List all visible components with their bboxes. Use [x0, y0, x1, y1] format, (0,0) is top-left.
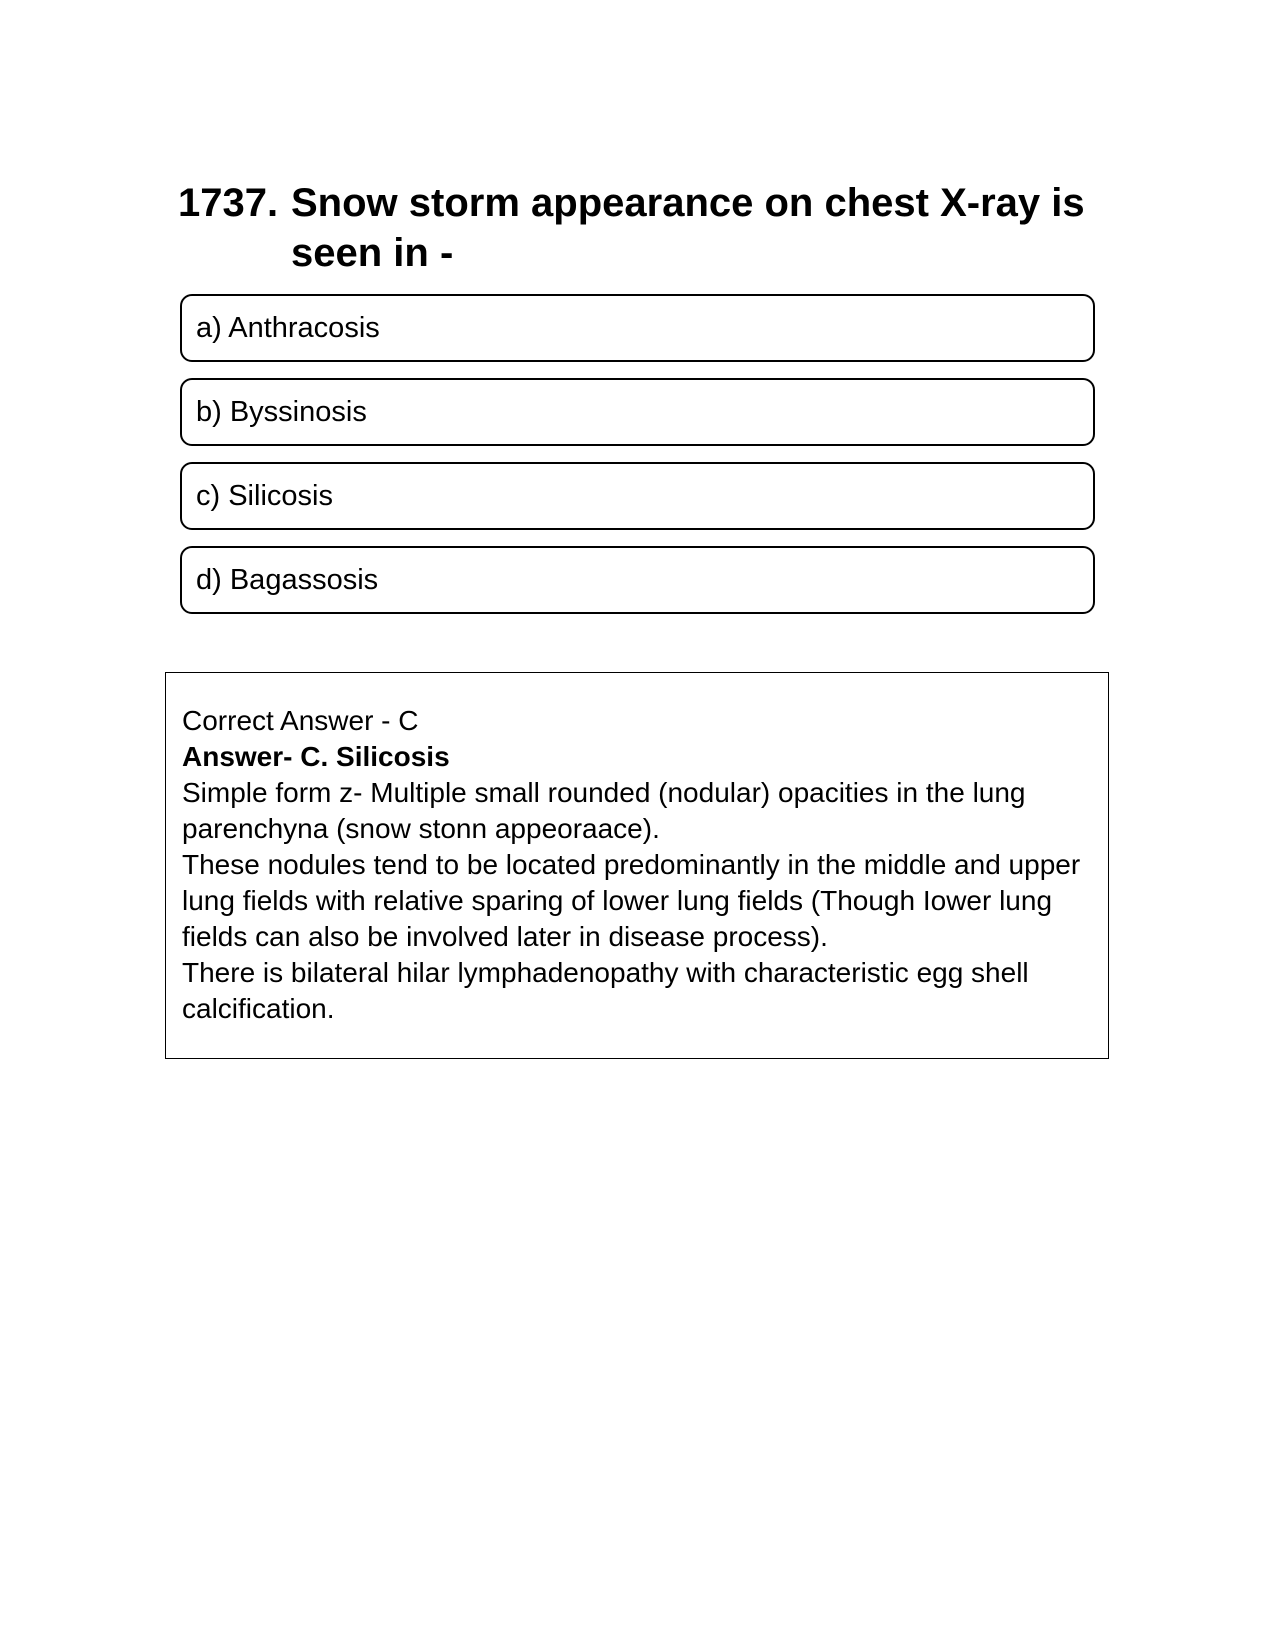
option-c[interactable]	[180, 462, 1095, 530]
explanation-paragraph-2: These nodules tend to be located predominantly in the middle and upper lung fields with relative sparing of lower lung fields (Though Iower lung fields can also be involved later in disease process).	[182, 849, 1081, 952]
option-c-label: c) Silicosis	[196, 479, 333, 512]
option-b-label: b) Byssinosis	[196, 395, 367, 428]
answer-explanation-box	[165, 672, 1109, 1059]
option-a-label: a) Anthracosis	[196, 311, 380, 344]
correct-answer-line: Correct Answer - C	[182, 705, 419, 736]
question-number: 1737.	[178, 181, 279, 225]
answer-heading: Answer- C. Silicosis	[182, 741, 450, 772]
question-heading	[178, 178, 1098, 278]
explanation-paragraph-3: There is bilateral hilar lymphadenopathy with characteristic egg shell calcification.	[182, 957, 1029, 1024]
option-d[interactable]	[180, 546, 1095, 614]
option-b[interactable]	[180, 378, 1095, 446]
question-text: Snow storm appearance on chest X-ray is seen in -	[291, 181, 1085, 275]
option-d-label: d) Bagassosis	[196, 563, 379, 596]
options-list	[180, 294, 1095, 630]
option-a[interactable]	[180, 294, 1095, 362]
explanation-paragraph-1: Simple form z- Multiple small rounded (nodular) opacities in the lung parenchyna (snow stonn appeoraace).	[182, 777, 1026, 844]
